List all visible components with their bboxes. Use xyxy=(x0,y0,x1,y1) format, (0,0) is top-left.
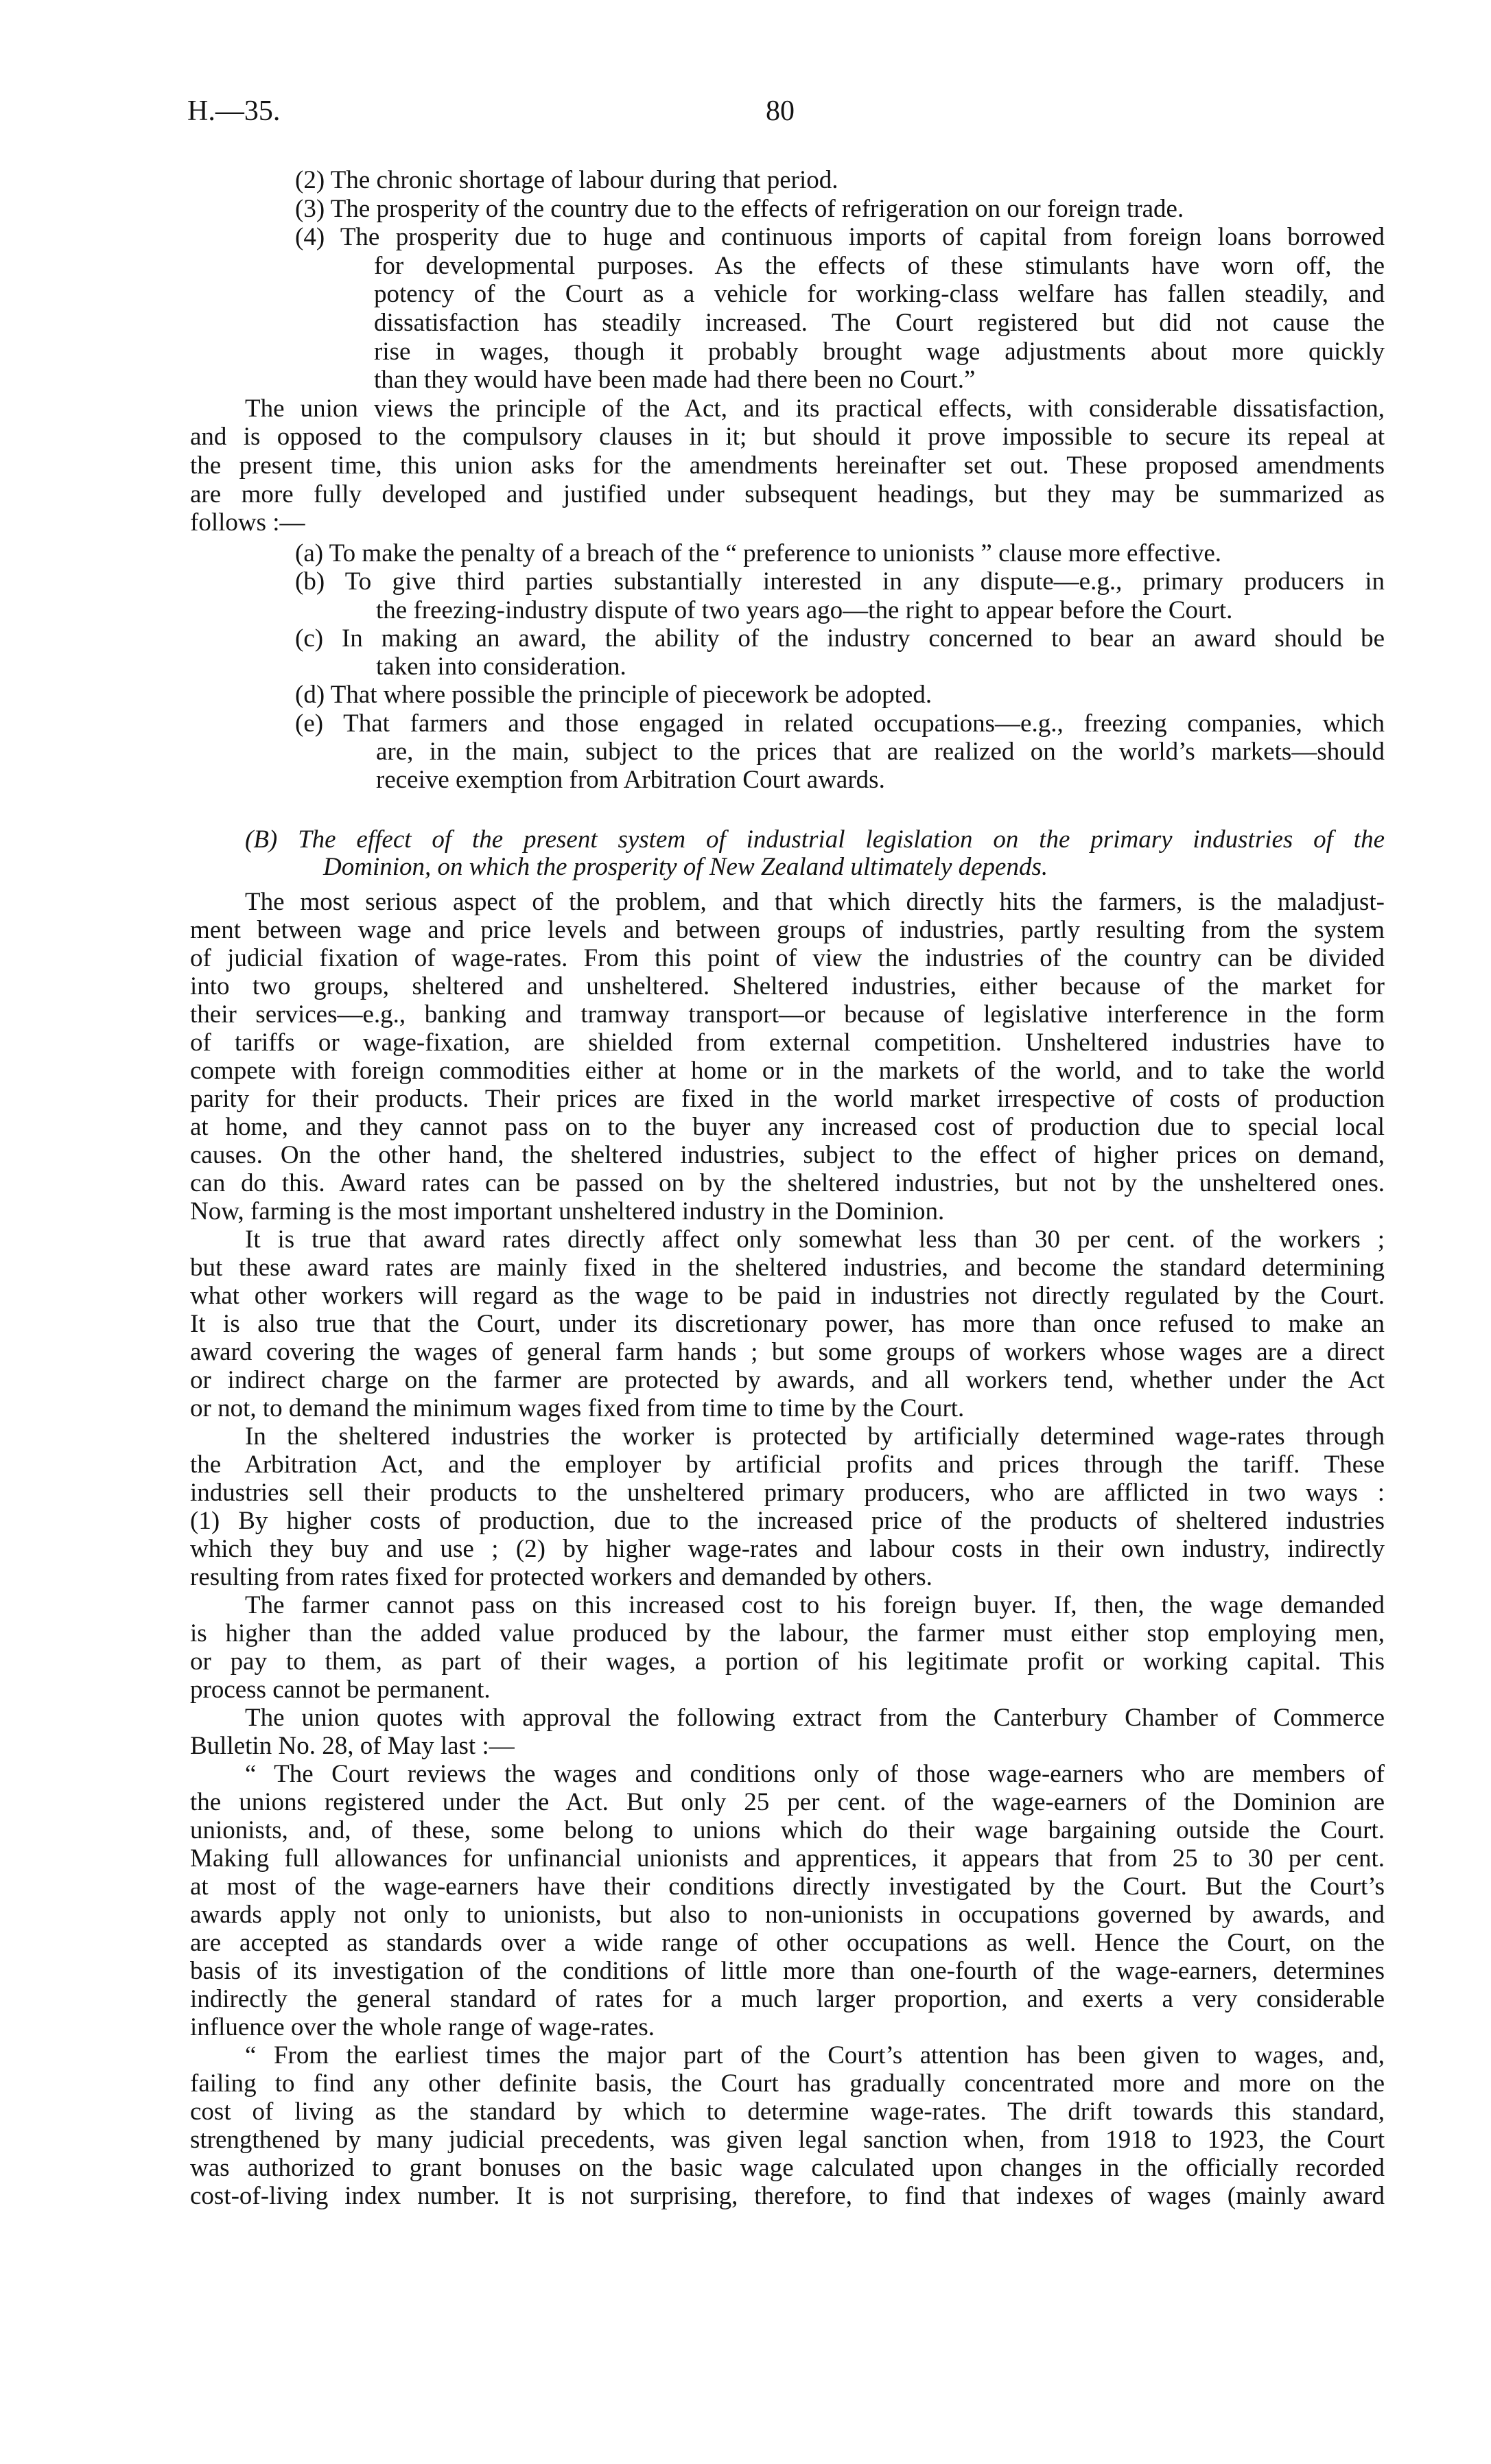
heading-text xyxy=(190,826,1385,881)
text-line: cost of living as the standard by which to determine wage-rates. The drift towards this standard, xyxy=(190,2098,1385,2126)
text-line: unionists, and, of these, some belong to unions which do their wage bargaining outside the Court. xyxy=(190,1816,1385,1844)
text-line: their services—e.g., banking and tramway transport—or because of legislative interference in the form xyxy=(190,1000,1385,1029)
amendment-c xyxy=(190,624,1385,681)
text-line: awards apply not only to unionists, but also to non-unionists in occupations governed by awards, and xyxy=(190,1901,1385,1929)
text-line: industries sell their products to the unsheltered primary producers, who are afflicted in two ways : xyxy=(190,1479,1385,1507)
text-line: (e) That farmers and those engaged in related occupations—e.g., freezing companies, which xyxy=(295,709,1385,738)
text-line: resulting from rates fixed for protected workers and demanded by others. xyxy=(190,1563,932,1591)
list-item-3 xyxy=(190,195,1385,224)
text-line: (3) The prosperity of the country due to the effects of refrigeration on our foreign trade. xyxy=(295,194,1184,223)
text-line: the freezing-industry dispute of two years ago—the right to appear before the Court. xyxy=(376,596,1233,624)
list-item-4 xyxy=(190,223,1385,395)
amendment-a xyxy=(190,539,1385,567)
text-line: is higher than the added value produced by the labour, the farmer must either stop employing men, xyxy=(190,1619,1385,1647)
text-line: strengthened by many judicial precedents, was given legal sanction when, from 1918 to 1923, the Court xyxy=(190,2126,1385,2154)
text-line: at most of the wage-earners have their conditions directly investigated by the Court. But the Court’s xyxy=(190,1873,1385,1901)
amendment-b xyxy=(190,567,1385,624)
paragraph-farmer-cost xyxy=(190,1591,1385,1704)
text-line: but these award rates are mainly fixed in the sheltered industries, and become the standard determining xyxy=(190,1254,1385,1282)
document-reference: H.—35. xyxy=(187,95,281,127)
text-line: award covering the wages of general farm hands ; but some groups of workers whose wages are a direct xyxy=(190,1338,1385,1366)
text-line: can do this. Award rates can be passed on by the sheltered industries, but not by the unsheltered ones. xyxy=(190,1169,1385,1197)
text-line: indirectly the general standard of rates for a much larger proportion, and exerts a very considerable xyxy=(190,1985,1385,2013)
text-line: are accepted as standards over a wide range of other occupations as well. Hence the Court, on the xyxy=(190,1929,1385,1957)
text-line: (b) To give third parties substantially interested in any dispute—e.g., primary producers in xyxy=(295,567,1385,596)
text-line: follows :— xyxy=(190,508,305,537)
text-line: of judicial fixation of wage-rates. From this point of view the industries of the country can be divided xyxy=(190,944,1385,972)
amendment-d xyxy=(190,681,1385,709)
text-line: (d) That where possible the principle of piecework be adopted. xyxy=(295,681,932,709)
text-line: compete with foreign commodities either at home or in the markets of the world, and to take the world xyxy=(190,1057,1385,1085)
text-line: It is true that award rates directly affect only somewhat less than 30 per cent. of the workers ; xyxy=(245,1225,1385,1254)
text-line: The union quotes with approval the following extract from the Canterbury Chamber of Commerce xyxy=(245,1704,1385,1732)
paragraph-union-quotes xyxy=(190,1704,1385,1760)
paragraph-union-views xyxy=(190,395,1385,537)
text-line: The farmer cannot pass on this increased cost to his foreign buyer. If, then, the wage demanded xyxy=(245,1591,1385,1619)
quote-court-reviews xyxy=(190,1760,1385,2041)
text-line: taken into consideration. xyxy=(376,653,626,681)
text-line: and is opposed to the compulsory clauses in it; but should it prove impossible to secure its repeal at xyxy=(190,423,1385,451)
text-line: (a) To make the penalty of a breach of the “ preference to unionists ” clause more effective. xyxy=(295,539,1222,567)
text-line: causes. On the other hand, the sheltered industries, subject to the effect of higher prices on demand, xyxy=(190,1141,1385,1169)
text-line: potency of the Court as a vehicle for working-class welfare has fallen steadily, and xyxy=(374,280,1385,309)
body-text xyxy=(190,888,1385,2210)
text-line: into two groups, sheltered and unsheltered. Sheltered industries, either because of the market for xyxy=(190,972,1385,1000)
section-heading-b xyxy=(190,826,1385,881)
text-line: (B) The effect of the present system of industrial legislation on the primary industries of the xyxy=(245,825,1385,854)
text-line: cost-of-living index number. It is not surprising, therefore, to find that indexes of wages (mainly award xyxy=(190,2182,1385,2210)
text-line: (1) By higher costs of production, due to the increased price of the products of sheltered industries xyxy=(190,1507,1385,1535)
list-item-2 xyxy=(190,166,1385,195)
text-line: what other workers will regard as the wage to be paid in industries not directly regulated by the Court. xyxy=(190,1282,1385,1310)
text-line: (c) In making an award, the ability of the industry concerned to bear an award should be xyxy=(295,624,1385,653)
text-line: than they would have been made had there been no Court.” xyxy=(374,366,976,395)
text-line: receive exemption from Arbitration Court awards. xyxy=(376,766,885,795)
quoted-reasons-section xyxy=(190,166,1385,537)
text-line: or not, to demand the minimum wages fixed from time to time by the Court. xyxy=(190,1394,965,1422)
text-line: (2) The chronic shortage of labour during that period. xyxy=(295,166,838,194)
text-line: Bulletin No. 28, of May last :— xyxy=(190,1732,515,1760)
text-line: The union views the principle of the Act, and its practical effects, with considerable dissatisfaction, xyxy=(245,394,1385,423)
paragraph-maladjustment xyxy=(190,888,1385,1225)
text-line: of tariffs or wage-fixation, are shielded from external competition. Unsheltered industries have to xyxy=(190,1029,1385,1057)
text-line: “ From the earliest times the major part of the Court’s attention has been given to wages, and, xyxy=(245,2041,1385,2069)
text-line: the Arbitration Act, and the employer by artificial profits and prices through the tariff. These xyxy=(190,1451,1385,1479)
text-line: rise in wages, though it probably brought wage adjustments about more quickly xyxy=(374,337,1385,366)
text-line: “ The Court reviews the wages and conditions only of those wage-earners who are members of xyxy=(245,1760,1385,1788)
paragraph-sheltered-industries xyxy=(190,1422,1385,1591)
amendments-list xyxy=(190,539,1385,795)
text-line: the present time, this union asks for the amendments hereinafter set out. These proposed amendments xyxy=(190,451,1385,480)
text-line: dissatisfaction has steadily increased. The Court registered but did not cause the xyxy=(374,308,1385,337)
text-line: influence over the whole range of wage-rates. xyxy=(190,2013,655,2041)
amendment-e xyxy=(190,709,1385,795)
text-line: or indirect charge on the farmer are protected by awards, and all workers tend, whether under the Act xyxy=(190,1366,1385,1394)
text-line: which they buy and use ; (2) by higher wage-rates and labour costs in their own industry, indirectly xyxy=(190,1535,1385,1563)
text-line: was authorized to grant bonuses on the basic wage calculated upon changes in the officially recorded xyxy=(190,2154,1385,2182)
text-line: are more fully developed and justified under subsequent headings, but they may be summarized as xyxy=(190,480,1385,508)
paragraph-award-rates xyxy=(190,1225,1385,1422)
text-line: the unions registered under the Act. But only 25 per cent. of the wage-earners of the Dominion are xyxy=(190,1788,1385,1816)
text-line: are, in the main, subject to the prices that are realized on the world’s markets—should xyxy=(376,738,1385,766)
text-line: at home, and they cannot pass on to the buyer any increased cost of production due to special local xyxy=(190,1113,1385,1141)
text-line: failing to find any other definite basis, the Court has gradually concentrated more and more on the xyxy=(190,2069,1385,2098)
text-line: Dominion, on which the prosperity of New Zealand ultimately depends. xyxy=(323,853,1048,881)
text-line: or pay to them, as part of their wages, a portion of his legitimate profit or working capital. This xyxy=(190,1647,1385,1676)
text-line: process cannot be permanent. xyxy=(190,1676,491,1704)
quote-earliest-times xyxy=(190,2041,1385,2210)
text-line: for developmental purposes. As the effects of these stimulants have worn off, the xyxy=(374,251,1385,280)
text-line: Now, farming is the most important unsheltered industry in the Dominion. xyxy=(190,1197,945,1225)
text-line: ment between wage and price levels and between groups of industries, partly resulting from the system xyxy=(190,916,1385,944)
text-line: It is also true that the Court, under its discretionary power, has more than once refused to make an xyxy=(190,1310,1385,1338)
text-line: parity for their products. Their prices are fixed in the world market irrespective of costs of production xyxy=(190,1085,1385,1113)
text-line: basis of its investigation of the conditions of little more than one-fourth of the wage-earners, determines xyxy=(190,1957,1385,1985)
page-number: 80 xyxy=(766,95,795,127)
text-line: In the sheltered industries the worker is protected by artificially determined wage-rates through xyxy=(245,1422,1385,1451)
text-line: Making full allowances for unfinancial unionists and apprentices, it appears that from 25 to 30 per cent. xyxy=(190,1844,1385,1873)
text-line: The most serious aspect of the problem, and that which directly hits the farmers, is the maladjust- xyxy=(245,888,1385,916)
text-line: (4) The prosperity due to huge and continuous imports of capital from foreign loans borrowed xyxy=(295,223,1385,252)
